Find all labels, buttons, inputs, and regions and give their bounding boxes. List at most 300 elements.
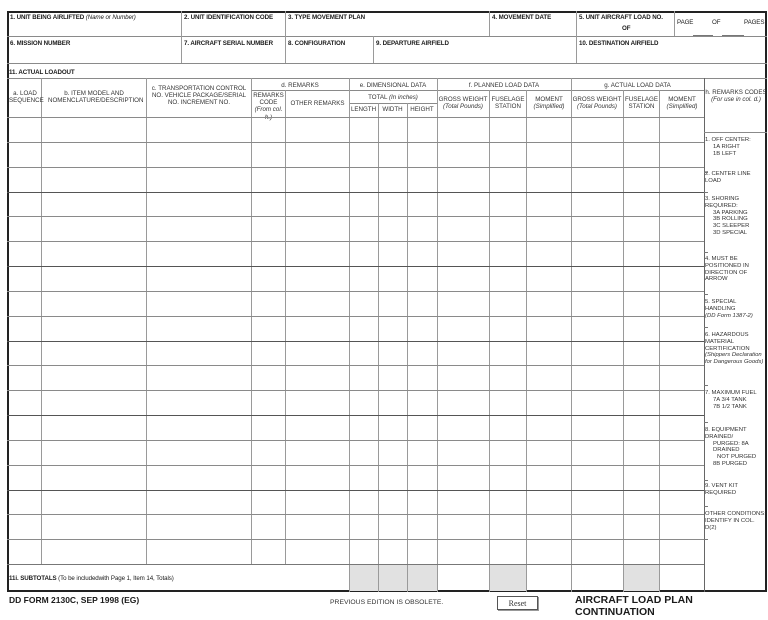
actual-fuselage-station-field[interactable]	[624, 366, 662, 391]
load-sequence-field[interactable]	[8, 391, 44, 416]
load-sequence-field[interactable]	[8, 515, 44, 540]
remarks-code-field[interactable]	[252, 193, 288, 218]
remarks-code-field[interactable]	[252, 242, 288, 267]
item-description-field[interactable]	[42, 168, 149, 193]
planned-gross-weight-field[interactable]	[438, 342, 492, 367]
planned-moment-field[interactable]	[527, 168, 574, 193]
width-field[interactable]	[379, 342, 410, 367]
length-field[interactable]	[350, 143, 381, 168]
width-field[interactable]	[379, 441, 410, 466]
transport-control-no-field[interactable]	[147, 168, 254, 193]
remarks-code-field[interactable]	[252, 168, 288, 193]
remarks-code-field[interactable]	[252, 317, 288, 342]
actual-gross-weight-field[interactable]	[572, 118, 626, 143]
remarks-code-title: 9. VENT KIT REQUIRED	[705, 483, 738, 496]
form-title: AIRCRAFT LOAD PLAN CONTINUATION	[575, 594, 693, 618]
width-field[interactable]	[379, 466, 410, 491]
remarks-code-option: 8B PURGED	[713, 460, 748, 467]
actual-gross-weight-field[interactable]	[572, 168, 626, 193]
width-field[interactable]	[379, 317, 410, 342]
remarks-code-option: 1B LEFT	[713, 150, 737, 157]
load-no-of-field[interactable]	[634, 24, 676, 36]
planned-gross-weight-field[interactable]	[438, 366, 492, 391]
planned-gross-weight-field[interactable]	[438, 217, 492, 242]
planned-moment-field[interactable]	[527, 242, 574, 267]
aircraft-serial-number-label: 7. AIRCRAFT SERIAL NUMBER	[184, 40, 273, 47]
configuration-field[interactable]	[288, 48, 374, 62]
other-remarks-field[interactable]	[286, 317, 352, 342]
actual-moment-field[interactable]	[660, 416, 707, 441]
length-field[interactable]	[350, 242, 381, 267]
other-remarks-field[interactable]	[286, 491, 352, 516]
other-remarks-field[interactable]	[286, 217, 352, 242]
actual-fuselage-station-field[interactable]	[624, 466, 662, 491]
remarks-code-title: 1. OFF CENTER:	[705, 137, 751, 143]
length-field[interactable]	[350, 466, 381, 491]
length-field[interactable]	[350, 217, 381, 242]
length-field[interactable]	[350, 366, 381, 391]
remarks-code-field[interactable]	[252, 143, 288, 168]
planned-moment-field[interactable]	[527, 540, 574, 565]
transport-control-no-field[interactable]	[147, 491, 254, 516]
actual-fuselage-station-field[interactable]	[624, 416, 662, 441]
actual-gross-weight-field[interactable]	[572, 441, 626, 466]
actual-fuselage-station-field[interactable]	[624, 292, 662, 317]
height-field[interactable]	[408, 143, 440, 168]
load-sequence-field[interactable]	[8, 143, 44, 168]
transport-control-no-field[interactable]	[147, 143, 254, 168]
other-remarks-field[interactable]	[286, 193, 352, 218]
height-field[interactable]	[408, 441, 440, 466]
remarks-code-field[interactable]	[252, 466, 288, 491]
planned-gross-weight-field[interactable]	[438, 143, 492, 168]
length-field[interactable]	[350, 168, 381, 193]
length-field[interactable]	[350, 118, 381, 143]
remarks-code-field[interactable]	[252, 441, 288, 466]
actual-gross-weight-field[interactable]	[572, 416, 626, 441]
load-sequence-field[interactable]	[8, 491, 44, 516]
actual-fuselage-station-field[interactable]	[624, 168, 662, 193]
planned-gross-weight-field[interactable]	[438, 168, 492, 193]
item-description-field[interactable]	[42, 267, 149, 292]
width-field[interactable]	[379, 540, 410, 565]
item-description-field[interactable]	[42, 217, 149, 242]
col-e-group-header: e. DIMENSIONAL DATA	[359, 82, 427, 89]
item-description-field[interactable]	[42, 366, 149, 391]
col-a-header: a. LOAD SEQUENCE	[9, 90, 44, 105]
item-description-field[interactable]	[42, 143, 149, 168]
planned-moment-field[interactable]	[527, 193, 574, 218]
planned-fuselage-station-field[interactable]	[490, 416, 529, 441]
transport-control-no-field[interactable]	[147, 441, 254, 466]
length-field[interactable]	[350, 540, 381, 565]
height-field[interactable]	[408, 466, 440, 491]
subtotal-width-cell	[379, 565, 407, 591]
load-sequence-field[interactable]	[8, 317, 44, 342]
load-no-field[interactable]	[580, 24, 622, 36]
other-remarks-field[interactable]	[286, 366, 352, 391]
remarks-code-field[interactable]	[252, 217, 288, 242]
item-description-field[interactable]	[42, 118, 149, 143]
planned-fuselage-station-field[interactable]	[490, 317, 529, 342]
height-field[interactable]	[408, 491, 440, 516]
item-description-field[interactable]	[42, 441, 149, 466]
planned-fuselage-station-field[interactable]	[490, 217, 529, 242]
transport-control-no-field[interactable]	[147, 515, 254, 540]
page-of-label: OF	[712, 19, 721, 26]
other-remarks-field[interactable]	[286, 342, 352, 367]
length-field[interactable]	[350, 441, 381, 466]
actual-fuselage-station-field[interactable]	[624, 193, 662, 218]
remarks-code-option: NOT PURGED	[717, 454, 757, 461]
planned-gross-weight-field[interactable]	[438, 292, 492, 317]
width-field[interactable]	[379, 118, 410, 143]
actual-moment-field[interactable]	[660, 491, 707, 516]
planned-fuselage-station-field[interactable]	[490, 466, 529, 491]
planned-fuselage-station-field[interactable]	[490, 491, 529, 516]
subtotal-planned-weight-field[interactable]	[438, 566, 492, 592]
actual-moment-field[interactable]	[660, 515, 707, 540]
planned-gross-weight-field[interactable]	[438, 391, 492, 416]
width-field[interactable]	[379, 491, 410, 516]
remarks-code-title: 4. MUST BE POSITIONED IN DIRECTION OF ARROW	[705, 256, 749, 283]
actual-moment-field[interactable]	[660, 193, 707, 218]
actual-gross-weight-field[interactable]	[572, 366, 626, 391]
load-sequence-field[interactable]	[8, 540, 44, 565]
other-remarks-field[interactable]	[286, 143, 352, 168]
remarks-code-title: 7. MAXIMUM FUEL	[705, 390, 757, 396]
other-remarks-field[interactable]	[286, 292, 352, 317]
type-movement-plan-field[interactable]	[288, 22, 490, 36]
actual-gross-weight-field[interactable]	[572, 317, 626, 342]
movement-date-label: 4. MOVEMENT DATE	[492, 14, 552, 21]
length-field[interactable]	[350, 292, 381, 317]
planned-moment-field[interactable]	[527, 118, 574, 143]
actual-moment-field[interactable]	[660, 143, 707, 168]
planned-gross-weight-field[interactable]	[438, 441, 492, 466]
remarks-code-option: 7B 1/2 TANK	[713, 403, 747, 410]
actual-fuselage-station-field[interactable]	[624, 317, 662, 342]
mission-number-field[interactable]	[10, 48, 182, 62]
planned-fuselage-station-field[interactable]	[490, 342, 529, 367]
load-sequence-field[interactable]	[8, 193, 44, 218]
planned-fuselage-station-field[interactable]	[490, 292, 529, 317]
remarks-code-field[interactable]	[252, 416, 288, 441]
transport-control-no-field[interactable]	[147, 466, 254, 491]
planned-fuselage-station-field[interactable]	[490, 441, 529, 466]
destination-airfield-label: 10. DESTINATION AIRFIELD	[579, 40, 659, 47]
item-description-field[interactable]	[42, 391, 149, 416]
height-field[interactable]	[408, 242, 440, 267]
planned-moment-field[interactable]	[527, 317, 574, 342]
transport-control-no-field[interactable]	[147, 317, 254, 342]
planned-gross-weight-field[interactable]	[438, 515, 492, 540]
actual-gross-weight-field[interactable]	[572, 466, 626, 491]
length-field[interactable]	[350, 416, 381, 441]
item-description-field[interactable]	[42, 515, 149, 540]
planned-moment-field[interactable]	[527, 466, 574, 491]
planned-fuselage-station-field[interactable]	[490, 515, 529, 540]
col-g-weight-header: GROSS WEIGHT (Total Pounds)	[572, 96, 622, 111]
item-description-field[interactable]	[42, 416, 149, 441]
actual-gross-weight-field[interactable]	[572, 143, 626, 168]
actual-gross-weight-field[interactable]	[572, 193, 626, 218]
actual-moment-field[interactable]	[660, 168, 707, 193]
actual-moment-field[interactable]	[660, 391, 707, 416]
actual-gross-weight-field[interactable]	[572, 242, 626, 267]
other-remarks-field[interactable]	[286, 515, 352, 540]
height-field[interactable]	[408, 366, 440, 391]
length-field[interactable]	[350, 342, 381, 367]
remarks-code-item	[705, 332, 767, 366]
planned-moment-field[interactable]	[527, 515, 574, 540]
height-field[interactable]	[408, 118, 440, 143]
destination-airfield-field[interactable]	[579, 48, 768, 62]
planned-moment-field[interactable]	[527, 217, 574, 242]
other-remarks-field[interactable]	[286, 466, 352, 491]
actual-gross-weight-field[interactable]	[572, 491, 626, 516]
actual-loadout-label: 11. ACTUAL LOADOUT	[9, 69, 75, 76]
actual-fuselage-station-field[interactable]	[624, 391, 662, 416]
actual-fuselage-station-field[interactable]	[624, 242, 662, 267]
other-remarks-field[interactable]	[286, 118, 352, 143]
other-remarks-field[interactable]	[286, 416, 352, 441]
remarks-code-field[interactable]	[252, 267, 288, 292]
remarks-code-field[interactable]	[252, 292, 288, 317]
page-number-field[interactable]	[693, 25, 713, 36]
item-description-field[interactable]	[42, 292, 149, 317]
height-field[interactable]	[408, 193, 440, 218]
load-sequence-field[interactable]	[8, 168, 44, 193]
planned-gross-weight-field[interactable]	[438, 491, 492, 516]
planned-gross-weight-field[interactable]	[438, 540, 492, 565]
actual-moment-field[interactable]	[660, 441, 707, 466]
planned-moment-field[interactable]	[527, 342, 574, 367]
transport-control-no-field[interactable]	[147, 193, 254, 218]
load-sequence-field[interactable]	[8, 292, 44, 317]
remarks-code-field[interactable]	[252, 491, 288, 516]
remarks-code-field[interactable]	[252, 118, 288, 143]
unit-airlifted-label: 1. UNIT BEING AIRLIFTED (Name or Number)	[10, 14, 136, 21]
actual-fuselage-station-field[interactable]	[624, 118, 662, 143]
actual-moment-field[interactable]	[660, 317, 707, 342]
col-f-station-header: FUSELAGE STATION	[491, 96, 525, 111]
load-sequence-field[interactable]	[8, 466, 44, 491]
load-sequence-field[interactable]	[8, 267, 44, 292]
actual-gross-weight-field[interactable]	[572, 342, 626, 367]
width-field[interactable]	[379, 391, 410, 416]
actual-moment-field[interactable]	[660, 540, 707, 565]
width-field[interactable]	[379, 143, 410, 168]
height-field[interactable]	[408, 317, 440, 342]
item-description-field[interactable]	[42, 491, 149, 516]
load-sequence-field[interactable]	[8, 342, 44, 367]
height-field[interactable]	[408, 292, 440, 317]
planned-gross-weight-field[interactable]	[438, 416, 492, 441]
unit-id-code-field[interactable]	[184, 22, 286, 36]
remarks-code-item	[705, 137, 767, 157]
planned-moment-field[interactable]	[527, 366, 574, 391]
remarks-code-option: 3D SPECIAL	[713, 229, 748, 236]
load-sequence-field[interactable]	[8, 416, 44, 441]
actual-fuselage-station-field[interactable]	[624, 540, 662, 565]
actual-moment-field[interactable]	[660, 118, 707, 143]
planned-fuselage-station-field[interactable]	[490, 540, 529, 565]
configuration-label: 8. CONFIGURATION	[288, 40, 346, 47]
remarks-code-field[interactable]	[252, 515, 288, 540]
load-sequence-field[interactable]	[8, 441, 44, 466]
actual-moment-field[interactable]	[660, 366, 707, 391]
planned-gross-weight-field[interactable]	[438, 193, 492, 218]
subtotal-actual-moment-field[interactable]	[660, 566, 707, 592]
height-field[interactable]	[408, 540, 440, 565]
other-remarks-field[interactable]	[286, 540, 352, 565]
actual-gross-weight-field[interactable]	[572, 391, 626, 416]
length-field[interactable]	[350, 515, 381, 540]
height-field[interactable]	[408, 342, 440, 367]
planned-fuselage-station-field[interactable]	[490, 391, 529, 416]
subtotal-actual-weight-field[interactable]	[572, 566, 626, 592]
item-description-field[interactable]	[42, 466, 149, 491]
page-label: PAGE	[677, 19, 694, 26]
length-field[interactable]	[350, 193, 381, 218]
other-remarks-field[interactable]	[286, 168, 352, 193]
item-description-field[interactable]	[42, 317, 149, 342]
transport-control-no-field[interactable]	[147, 391, 254, 416]
other-remarks-field[interactable]	[286, 391, 352, 416]
width-field[interactable]	[379, 515, 410, 540]
remarks-code-field[interactable]	[252, 391, 288, 416]
actual-fuselage-station-field[interactable]	[624, 267, 662, 292]
planned-moment-field[interactable]	[527, 391, 574, 416]
planned-moment-field[interactable]	[527, 267, 574, 292]
width-field[interactable]	[379, 366, 410, 391]
load-sequence-field[interactable]	[8, 242, 44, 267]
load-sequence-field[interactable]	[8, 118, 44, 143]
planned-gross-weight-field[interactable]	[438, 466, 492, 491]
remarks-code-hint: (DD Form 1387-2)	[705, 312, 753, 319]
length-field[interactable]	[350, 317, 381, 342]
width-field[interactable]	[379, 193, 410, 218]
actual-gross-weight-field[interactable]	[572, 540, 626, 565]
item-description-field[interactable]	[42, 342, 149, 367]
remarks-code-field[interactable]	[252, 366, 288, 391]
transport-control-no-field[interactable]	[147, 416, 254, 441]
transport-control-no-field[interactable]	[147, 342, 254, 367]
other-remarks-field[interactable]	[286, 441, 352, 466]
planned-moment-field[interactable]	[527, 416, 574, 441]
item-description-field[interactable]	[42, 242, 149, 267]
height-field[interactable]	[408, 168, 440, 193]
length-field[interactable]	[350, 391, 381, 416]
planned-moment-field[interactable]	[527, 441, 574, 466]
height-field[interactable]	[408, 416, 440, 441]
actual-fuselage-station-field[interactable]	[624, 342, 662, 367]
height-field[interactable]	[408, 391, 440, 416]
width-field[interactable]	[379, 168, 410, 193]
planned-moment-field[interactable]	[527, 292, 574, 317]
transport-control-no-field[interactable]	[147, 292, 254, 317]
actual-moment-field[interactable]	[660, 242, 707, 267]
other-remarks-field[interactable]	[286, 242, 352, 267]
transport-control-no-field[interactable]	[147, 366, 254, 391]
actual-moment-field[interactable]	[660, 342, 707, 367]
transport-control-no-field[interactable]	[147, 540, 254, 565]
planned-fuselage-station-field[interactable]	[490, 118, 529, 143]
planned-fuselage-station-field[interactable]	[490, 143, 529, 168]
height-field[interactable]	[408, 515, 440, 540]
actual-fuselage-station-field[interactable]	[624, 143, 662, 168]
transport-control-no-field[interactable]	[147, 118, 254, 143]
item-description-field[interactable]	[42, 540, 149, 565]
transport-control-no-field[interactable]	[147, 217, 254, 242]
width-field[interactable]	[379, 242, 410, 267]
actual-moment-field[interactable]	[660, 217, 707, 242]
actual-moment-field[interactable]	[660, 466, 707, 491]
actual-gross-weight-field[interactable]	[572, 267, 626, 292]
actual-fuselage-station-field[interactable]	[624, 217, 662, 242]
width-field[interactable]	[379, 292, 410, 317]
actual-gross-weight-field[interactable]	[572, 515, 626, 540]
planned-moment-field[interactable]	[527, 491, 574, 516]
planned-gross-weight-field[interactable]	[438, 242, 492, 267]
length-field[interactable]	[350, 491, 381, 516]
actual-moment-field[interactable]	[660, 292, 707, 317]
planned-fuselage-station-field[interactable]	[490, 168, 529, 193]
remarks-code-item	[705, 511, 767, 531]
subtotal-planned-moment-field[interactable]	[527, 566, 574, 592]
planned-gross-weight-field[interactable]	[438, 317, 492, 342]
aircraft-serial-number-field[interactable]	[184, 48, 286, 62]
transport-control-no-field[interactable]	[147, 242, 254, 267]
planned-fuselage-station-field[interactable]	[490, 267, 529, 292]
width-field[interactable]	[379, 267, 410, 292]
length-field[interactable]	[350, 267, 381, 292]
other-remarks-field[interactable]	[286, 267, 352, 292]
unit-airlifted-field[interactable]	[10, 22, 182, 36]
actual-gross-weight-field[interactable]	[572, 292, 626, 317]
remarks-code-title: 5. SPECIAL HANDLING	[705, 299, 737, 312]
actual-moment-field[interactable]	[660, 267, 707, 292]
planned-moment-field[interactable]	[527, 143, 574, 168]
height-field[interactable]	[408, 267, 440, 292]
width-field[interactable]	[379, 416, 410, 441]
planned-fuselage-station-field[interactable]	[490, 242, 529, 267]
planned-gross-weight-field[interactable]	[438, 118, 492, 143]
movement-date-field[interactable]	[492, 22, 578, 36]
reset-button[interactable]: Reset	[497, 596, 538, 610]
planned-gross-weight-field[interactable]	[438, 267, 492, 292]
actual-fuselage-station-field[interactable]	[624, 441, 662, 466]
planned-fuselage-station-field[interactable]	[490, 366, 529, 391]
item-description-field[interactable]	[42, 193, 149, 218]
planned-fuselage-station-field[interactable]	[490, 193, 529, 218]
remarks-code-field[interactable]	[252, 342, 288, 367]
width-field[interactable]	[379, 217, 410, 242]
actual-gross-weight-field[interactable]	[572, 217, 626, 242]
remarks-code-item	[705, 427, 767, 468]
load-sequence-field[interactable]	[8, 217, 44, 242]
actual-fuselage-station-field[interactable]	[624, 515, 662, 540]
actual-fuselage-station-field[interactable]	[624, 491, 662, 516]
subtotal-planned-station-cell	[490, 565, 526, 591]
height-field[interactable]	[408, 217, 440, 242]
departure-airfield-field[interactable]	[376, 48, 577, 62]
transport-control-no-field[interactable]	[147, 267, 254, 292]
load-sequence-field[interactable]	[8, 366, 44, 391]
total-pages-field[interactable]	[722, 25, 744, 36]
remarks-code-field[interactable]	[252, 540, 288, 565]
